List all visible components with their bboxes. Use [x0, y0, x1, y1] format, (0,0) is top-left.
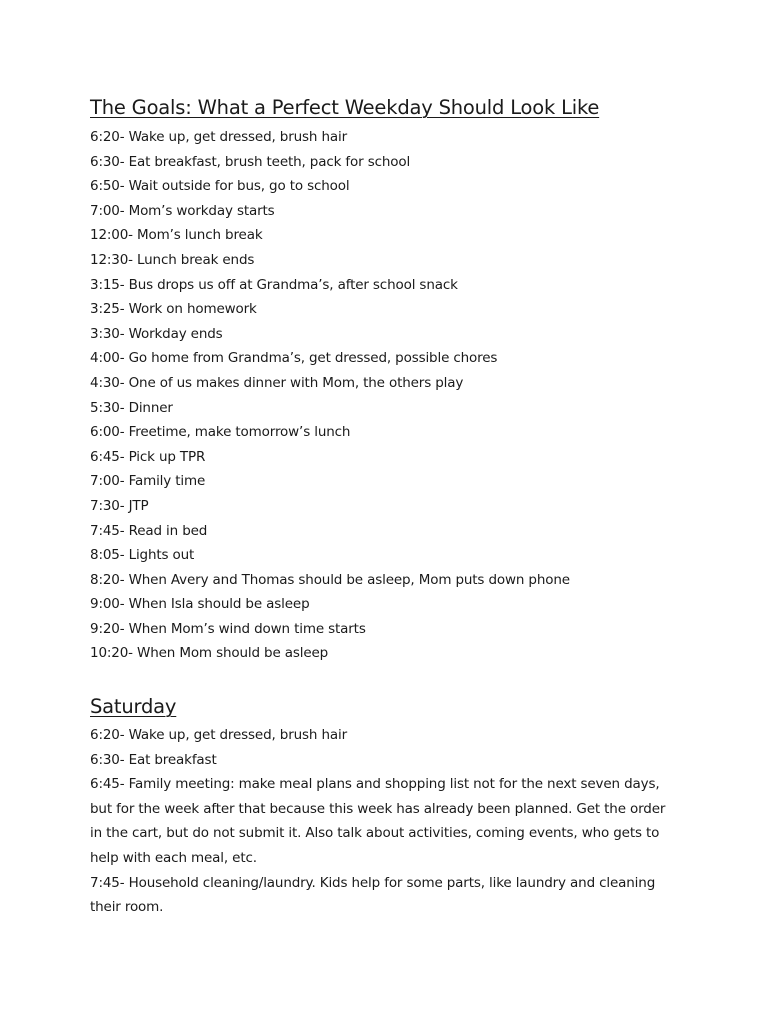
document-page — [90, 94, 680, 920]
schedule-item: 6:45- Pick up TPR — [90, 448, 206, 465]
schedule-item: 7:00- Family time — [90, 473, 206, 490]
schedule-item: 6:30- Eat breakfast — [90, 751, 217, 768]
schedule-item: 7:45- Household cleaning/laundry. Kids help for some parts, like laundry and cleaning their room. — [90, 874, 656, 916]
schedule-item: 12:30- Lunch break ends — [90, 251, 255, 268]
schedule-item: 7:00- Mom’s workday starts — [90, 202, 275, 219]
schedule-item: 4:00- Go home from Grandma’s, get dressed, possible chores — [90, 350, 498, 367]
schedule-item: 6:45- Family meeting: make meal plans and shopping list not for the next seven days, but for the week after that because this week has already been planned. Get the order in the cart, but do not submit it. Also talk about activities, coming events, who gets to help with each meal, etc. — [90, 776, 666, 867]
schedule-item: 12:00- Mom’s lunch break — [90, 227, 263, 244]
weekday-heading: The Goals: What a Perfect Weekday Should Look Like — [90, 96, 600, 119]
schedule-item: 3:15- Bus drops us off at Grandma’s, after school snack — [90, 276, 458, 293]
saturday-heading: Saturday — [90, 695, 177, 719]
schedule-item: 9:00- When Isla should be asleep — [90, 596, 310, 613]
schedule-item: 7:30- JTP — [90, 497, 149, 514]
schedule-item: 9:20- When Mom’s wind down time starts — [90, 620, 366, 637]
schedule-item: 10:20- When Mom should be asleep — [90, 645, 329, 662]
schedule-item: 8:20- When Avery and Thomas should be asleep, Mom puts down phone — [90, 571, 570, 588]
schedule-item: 4:30- One of us makes dinner with Mom, the others play — [90, 374, 464, 391]
schedule-item: 6:20- Wake up, get dressed, brush hair — [90, 129, 347, 145]
schedule-item: 6:20- Wake up, get dressed, brush hair — [90, 727, 347, 744]
weekday-schedule-list — [90, 125, 680, 666]
saturday-section — [90, 693, 680, 920]
saturday-schedule-list — [90, 723, 680, 920]
schedule-item: 3:30- Workday ends — [90, 325, 223, 342]
schedule-item: 6:00- Freetime, make tomorrow’s lunch — [90, 424, 351, 441]
schedule-item: 3:25- Work on homework — [90, 301, 257, 318]
schedule-item: 6:50- Wait outside for bus, go to school — [90, 178, 350, 195]
schedule-item: 6:30- Eat breakfast, brush teeth, pack for school — [90, 153, 411, 170]
schedule-item: 8:05- Lights out — [90, 547, 195, 564]
schedule-item: 5:30- Dinner — [90, 399, 173, 416]
schedule-item: 7:45- Read in bed — [90, 522, 208, 539]
weekday-section — [90, 94, 680, 666]
